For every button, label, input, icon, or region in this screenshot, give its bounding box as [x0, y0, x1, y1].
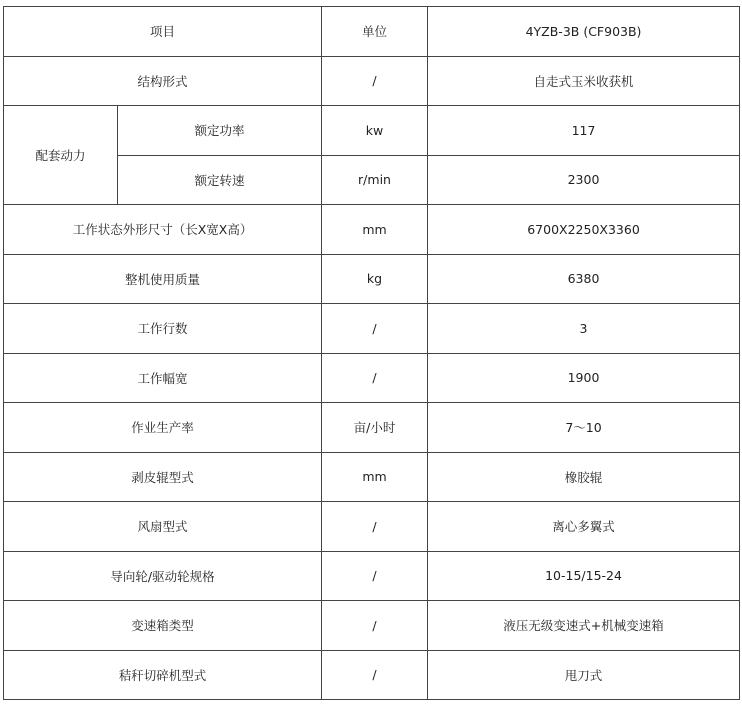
row-unit: / — [322, 601, 428, 651]
row-value: 6700X2250X3360 — [428, 205, 740, 255]
row-unit: / — [322, 353, 428, 403]
table-row — [4, 452, 740, 502]
row-group-power: 配套动力 — [4, 106, 118, 205]
row-unit: r/min — [322, 155, 428, 205]
row-unit: / — [322, 551, 428, 601]
row-unit: / — [322, 56, 428, 106]
table-row — [4, 601, 740, 651]
row-item: 额定功率 — [118, 106, 322, 156]
row-item: 变速箱类型 — [4, 601, 322, 651]
row-item: 额定转速 — [118, 155, 322, 205]
row-item: 结构形式 — [4, 56, 322, 106]
table-row — [4, 650, 740, 700]
row-unit: mm — [322, 205, 428, 255]
table-row — [4, 403, 740, 453]
spec-table — [3, 6, 740, 700]
row-value: 2300 — [428, 155, 740, 205]
table-row — [4, 502, 740, 552]
table-header-row — [4, 7, 740, 57]
header-unit: 单位 — [322, 7, 428, 57]
table-row — [4, 551, 740, 601]
table-row — [4, 106, 740, 156]
row-unit: / — [322, 304, 428, 354]
row-item: 作业生产率 — [4, 403, 322, 453]
table-row — [4, 56, 740, 106]
table-row — [4, 304, 740, 354]
row-value: 10-15/15-24 — [428, 551, 740, 601]
row-value: 6380 — [428, 254, 740, 304]
row-value: 1900 — [428, 353, 740, 403]
row-item: 工作行数 — [4, 304, 322, 354]
row-item: 工作状态外形尺寸（长X宽X高） — [4, 205, 322, 255]
row-item: 秸秆切碎机型式 — [4, 650, 322, 700]
row-unit: / — [322, 502, 428, 552]
row-unit: kg — [322, 254, 428, 304]
row-unit: 亩/小时 — [322, 403, 428, 453]
row-value: 甩刀式 — [428, 650, 740, 700]
row-value: 3 — [428, 304, 740, 354]
row-value: 离心多翼式 — [428, 502, 740, 552]
row-unit: / — [322, 650, 428, 700]
row-item: 整机使用质量 — [4, 254, 322, 304]
row-item: 剥皮辊型式 — [4, 452, 322, 502]
table-row — [4, 353, 740, 403]
row-value: 117 — [428, 106, 740, 156]
row-value: 液压无级变速式+机械变速箱 — [428, 601, 740, 651]
row-value: 自走式玉米收获机 — [428, 56, 740, 106]
table-row — [4, 254, 740, 304]
row-item: 风扇型式 — [4, 502, 322, 552]
header-item: 项目 — [4, 7, 322, 57]
row-item: 工作幅宽 — [4, 353, 322, 403]
row-item: 导向轮/驱动轮规格 — [4, 551, 322, 601]
table-row — [4, 205, 740, 255]
row-value: 7～10 — [428, 403, 740, 453]
row-unit: kw — [322, 106, 428, 156]
header-model: 4YZB-3B (CF903B) — [428, 7, 740, 57]
row-unit: mm — [322, 452, 428, 502]
row-value: 橡胶辊 — [428, 452, 740, 502]
